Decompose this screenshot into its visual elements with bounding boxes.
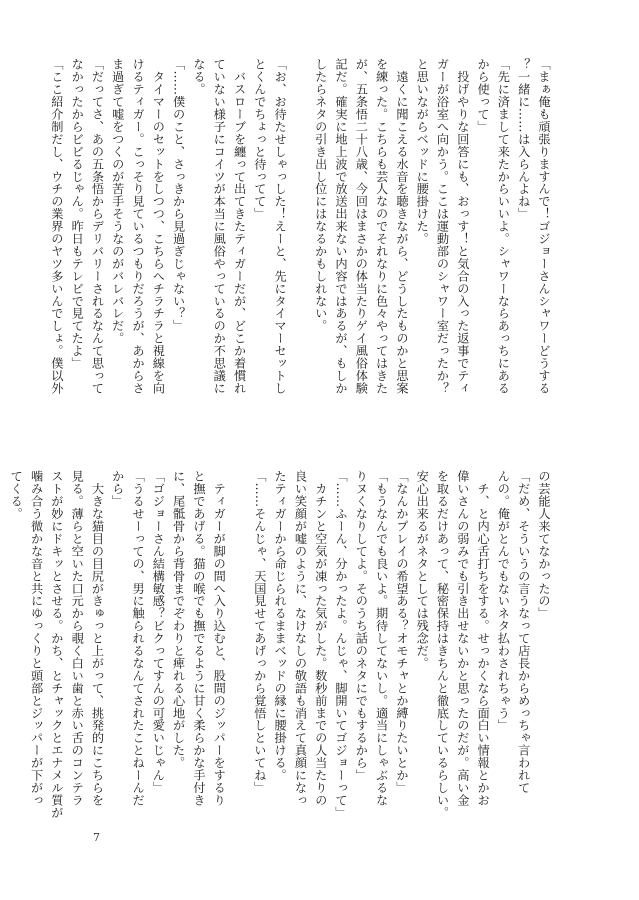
upper-text-line: なかったからビビるじゃん。昨日もテレビで見てたよ」	[70, 58, 85, 370]
upper-text-line: ？一緒に……は入らんよね」	[516, 58, 531, 220]
lower-text-line: 「……ふーん、分かったよ。んじゃ、脚開いてゴジョーって」	[334, 470, 349, 819]
lower-text-line: を取るだけあって、秘密保持はきちんと徹底しているらしい。	[435, 470, 450, 819]
lower-text-line: 大きな猫目の目尻がきゅっと上がって、挑発的にこちらを	[90, 470, 105, 807]
upper-text-line: 「まぁ俺も頑張りますんで！ゴジョーさんシャワーどうする	[537, 58, 551, 395]
lower-text-line: りヌくなりしてよ。そのうち話のネタにでもするから」	[354, 470, 369, 782]
upper-text-line: が、五条悟二十八歳、今回はまさかの体当たりゲイ風俗体験	[354, 58, 369, 395]
text-block-upper	[49, 58, 554, 445]
lower-text-line: に、尾骶骨から背骨までぞわりと痺れる心地がした。	[171, 470, 186, 769]
upper-text-line: と思いながらベッドに腰掛けた。	[415, 58, 430, 245]
upper-text-line: 「……僕のこと、さっきから見過ぎじゃない？」	[171, 58, 186, 332]
lower-text-line: と撫であげる。猫の喉でも撫でるように甘く柔らかな手付き	[191, 470, 206, 807]
upper-text-line: 記だ。確実に地上波で放送出来ない内容ではあるが、もしか	[334, 58, 349, 395]
upper-text-line: したらネタの引き出し位にはなるかもしれない。	[313, 58, 328, 332]
lower-text-line: 「もうなんでも良いよ。期待してないし。適当にしゃぶるな	[374, 470, 389, 807]
lower-text-line: 噛み合う微かな音と共にゆっくりと頭部とジッパーが下がっ	[29, 470, 44, 807]
upper-text-line: から使って」	[476, 58, 491, 133]
upper-text-line: ま過ぎて嘘をつくのが苦手そうなのがバレバレだ。	[110, 58, 125, 345]
lower-text-line: てくる。	[9, 470, 24, 520]
upper-text-line: 「先に済まして来たからいいよ。シャワーならあっちにある	[496, 58, 511, 395]
lower-text-line: の芸能人来てなかったの」	[537, 470, 551, 620]
page-number: 7	[93, 831, 100, 844]
lower-text-line: 偉いさんの弱みでも引き出せないかと思ったのだが。高い金	[455, 470, 470, 807]
lower-text-line: チ、と内心舌打ちをする。せっかくなら面白い情報とかお	[476, 470, 491, 807]
lower-text-line: 良い笑顔が嘘のように、なけなしの敬語も消えて真顔になっ	[293, 470, 308, 807]
upper-text-line: ていない様子にコイツが本当に風俗やっているのか不思議に	[212, 58, 227, 395]
upper-text-line: けるティガー。こっそり見ているつもりだろうが、あからさ	[131, 58, 146, 395]
lower-text-line: 安心出来るがネタとしては残念だ。	[415, 470, 430, 670]
upper-text-line: バスローブを纏って出てきたティガーだが、どこか着慣れ	[232, 58, 247, 395]
lower-text-line: 「ゴジョーさん結構敏感？ビクってすんの可愛いじゃん」	[151, 470, 166, 794]
lower-text-line: から」	[110, 470, 125, 508]
upper-text-line: タイマーのセットをしつつ、こちらへチラチラと視線を向	[151, 58, 166, 395]
upper-text-line: 遠くに聞こえる水音を聴きながら、どうしたものかと思案	[394, 58, 409, 395]
lower-text-line: 「なんかプレイの希望ある？オモチャとか縛りたいとか」	[394, 470, 409, 794]
lower-text-line: 「だめ、そういうの言うなって店長からめっちゃ言われて	[516, 470, 531, 794]
text-block-lower	[9, 470, 554, 857]
upper-text-line: 「ここ紹介制だし、ウチの業界のヤツ多いんでしょ。僕以外	[49, 58, 64, 395]
upper-text-line: なる。	[191, 58, 206, 96]
upper-text-line: 投げやりな回答にも、おっす！と気合の入った返事でティ	[455, 58, 470, 395]
upper-text-line	[290, 58, 310, 445]
lower-text-line: ティガーが脚の間へ入り込むと、股間のジッパーをするり	[212, 470, 227, 807]
lower-text-line: ストが妙にドキッとさせる。かち、とチャックとエナメル質が	[49, 470, 64, 819]
lower-text-line: カチンと空気が凍った気がした。数秒前までの人当たりの	[313, 470, 328, 807]
upper-text-line: を練った。こちらも芸人なのでそれなりに色々やってはきた	[374, 58, 389, 395]
lower-text-line	[229, 470, 249, 857]
lower-text-line: 「うるせーっての、男に触られるなんてされたことねーんだ	[131, 470, 146, 807]
lower-text-line: 見る。薄らと空いた口元から覗く白い歯と赤い舌のコンテラ	[70, 470, 85, 807]
lower-text-line: たティガーから命じられるままベッドの縁に腰掛ける。	[273, 470, 288, 782]
upper-text-line: 「お、お待たせしゃっした！えーと、先にタイマーセットし	[273, 58, 288, 395]
upper-text-line: とくんでちょっと待ってて」	[252, 58, 267, 220]
lower-text-line: んの。俺がとんでもないネタ払わされちゃう」	[496, 470, 511, 732]
upper-text-line: 「だってさ、あの五条悟からデリバリーされるなんて思って	[90, 58, 105, 395]
upper-text-line: ガーが浴室へ向かう。ここは運動部のシャワー室だったか？	[435, 58, 450, 395]
lower-text-line: 「……そんじゃ、天国見せてあげっから覚悟しといてね」	[252, 470, 267, 794]
